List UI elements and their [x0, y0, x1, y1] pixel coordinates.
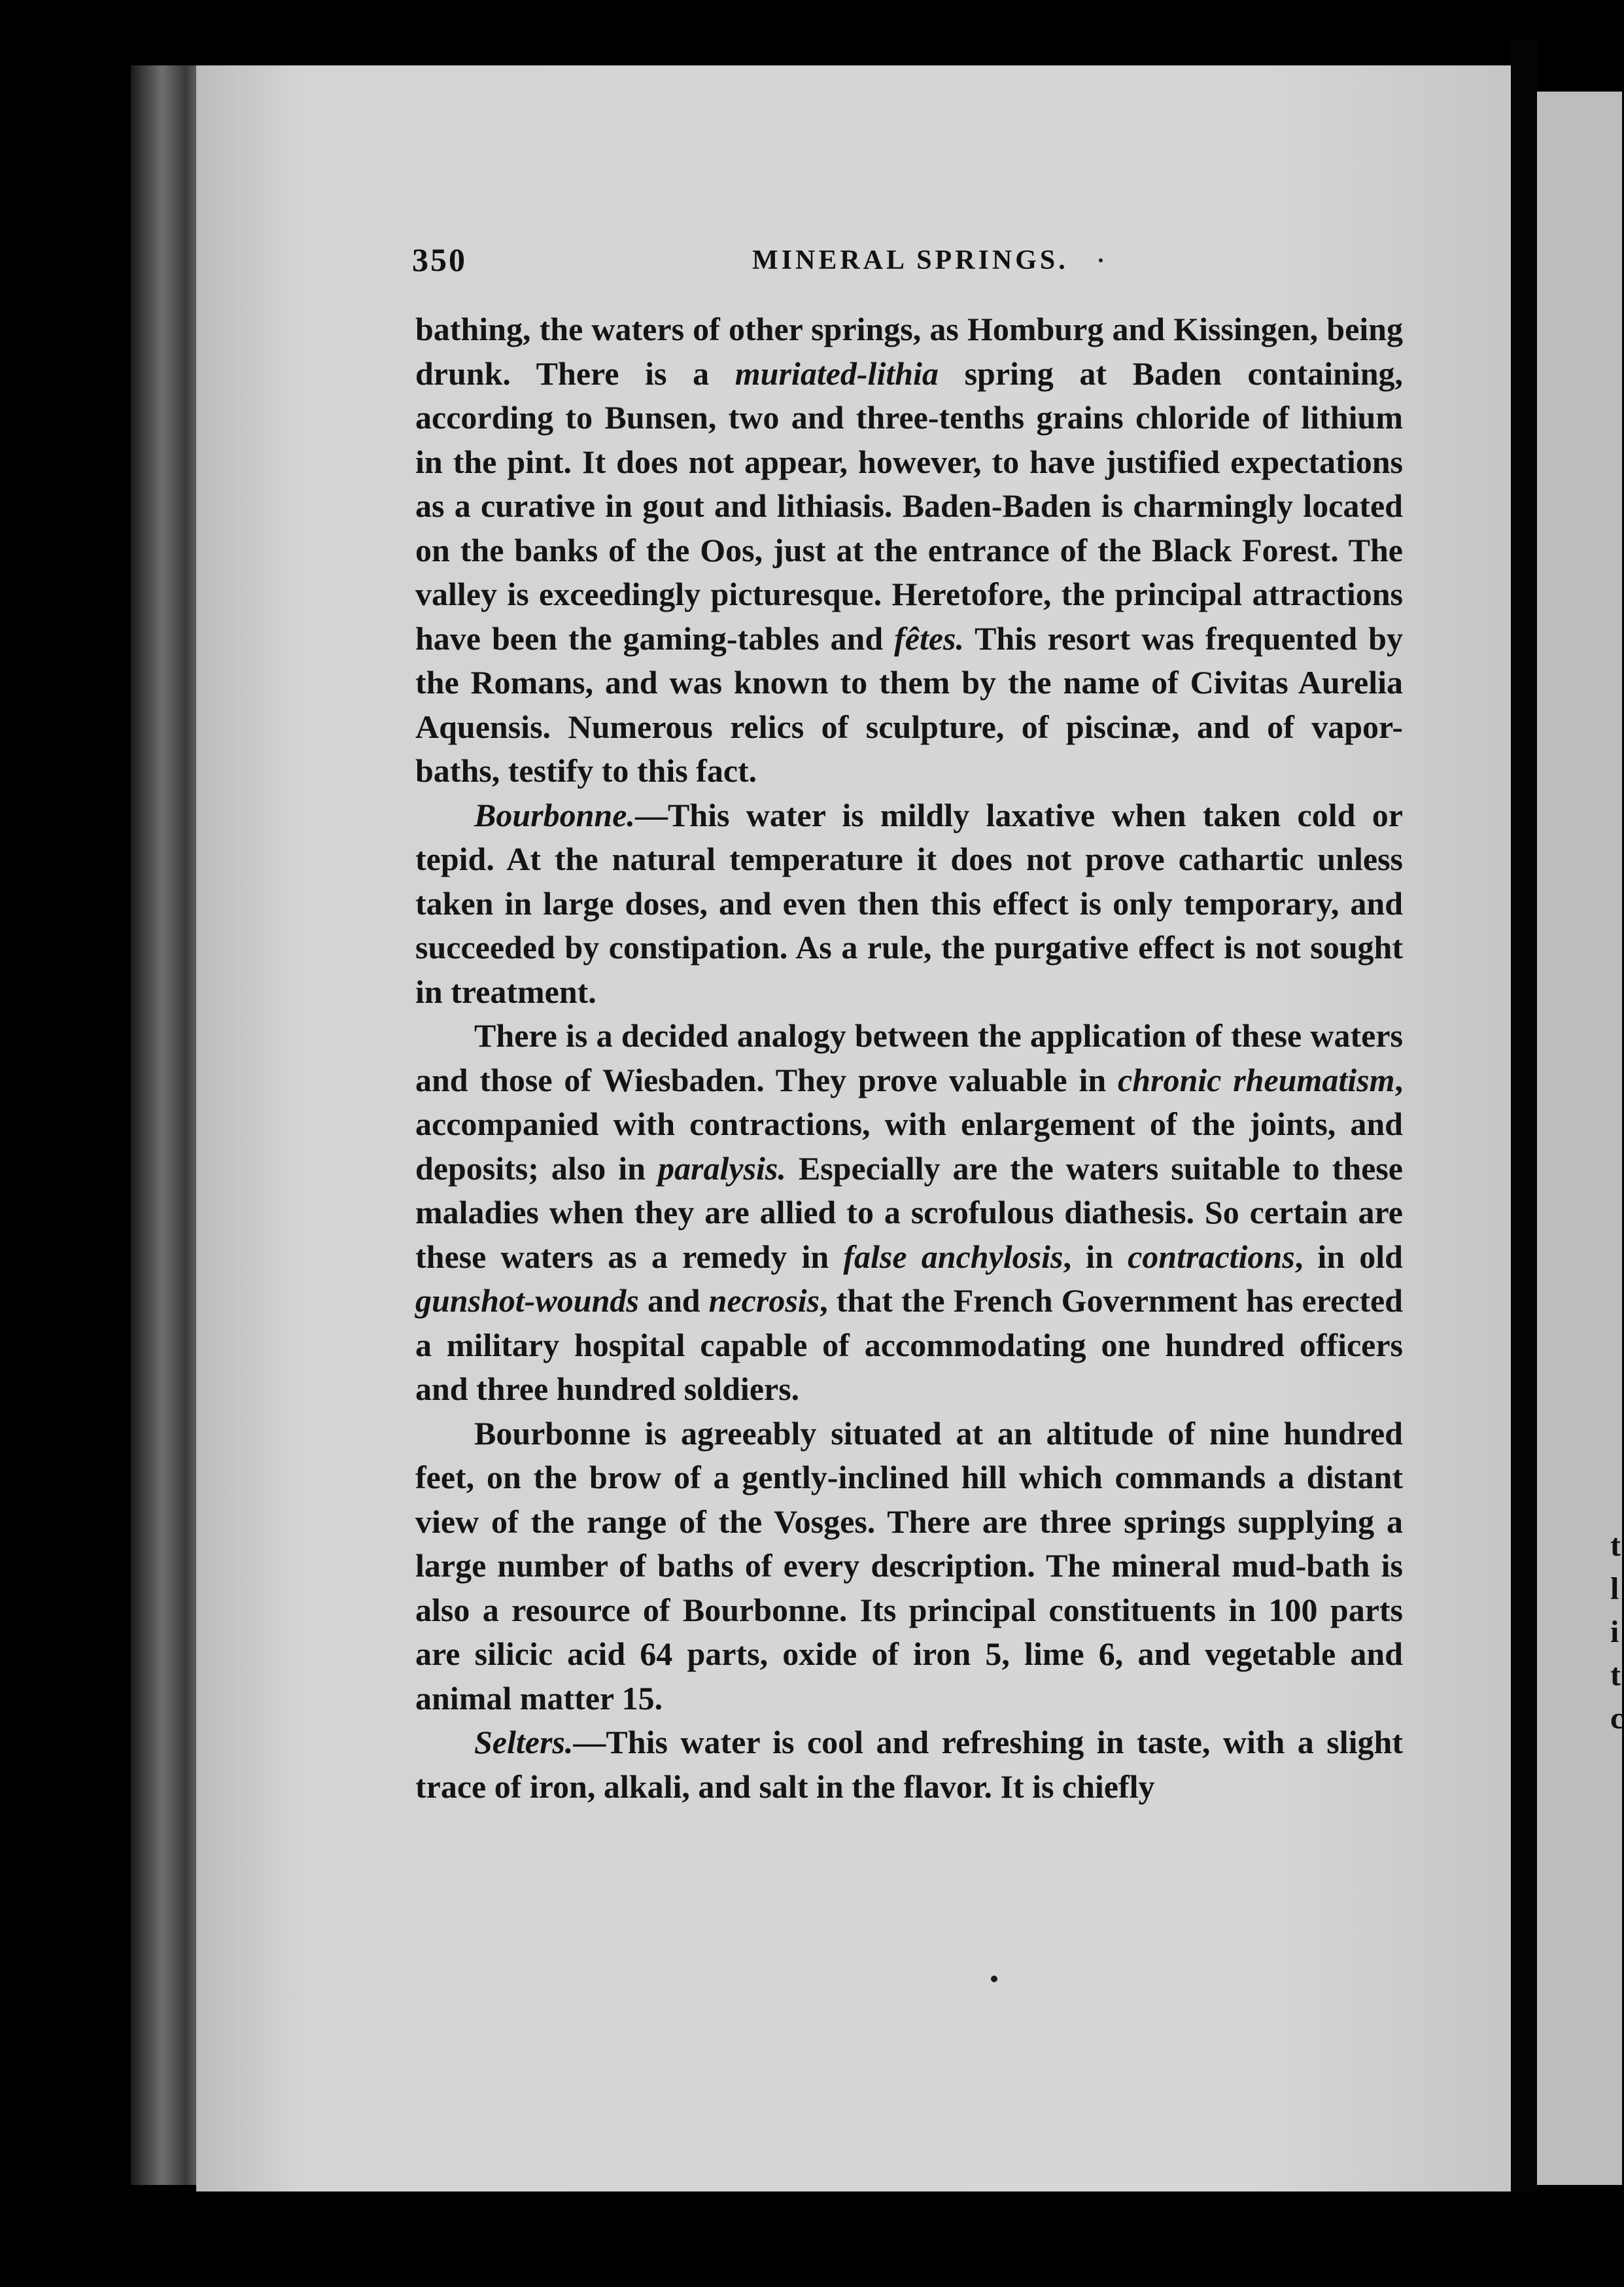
paragraph: [415, 1720, 1403, 1809]
facing-page-letter: c: [1610, 1701, 1624, 1736]
paragraph: [415, 1412, 1403, 1721]
text-run: —This water is cool and refreshing in taste, with a slight trace of iron, alkali, and salt in the flavor. It is chiefly: [415, 1724, 1403, 1805]
facing-page-fragment: [1537, 92, 1622, 2185]
italic-text: fêtes.: [894, 620, 964, 657]
body-text: [415, 307, 1403, 1809]
paragraph: [415, 307, 1403, 794]
text-run: , accompanied with contractions, with enlargement of the joints, and deposits; also in: [415, 1061, 1404, 1187]
text-run: bathing, the waters of other springs, as Homburg and Kissingen, being drunk. There is a: [415, 311, 1403, 392]
running-title: MINERAL SPRINGS.: [752, 245, 1069, 275]
italic-text: paralysis.: [658, 1149, 786, 1187]
text-run: and: [638, 1282, 709, 1319]
text-run: —This water is mildly laxative when taken cold or tepid. At the natural temperature it does not prove cathartic unless taken in large doses, and even then this effect is only temporary, and succeeded by constipation. As a rule, the purgative effect is not sought in treatment.: [415, 796, 1403, 1010]
page-number: 350: [412, 241, 467, 278]
italic-text: necrosis: [708, 1282, 820, 1319]
italic-text: Selters.: [474, 1724, 574, 1760]
paragraph: [415, 794, 1403, 1015]
text-run: Especially are the waters suitable to these maladies when they are allied to a scrofulous diathesis. So certain are these waters as a remedy in: [415, 1149, 1403, 1275]
facing-page-letter: t: [1610, 1658, 1621, 1692]
italic-text: gunshot-wounds: [415, 1282, 639, 1319]
italic-text: chronic rheumatism: [1118, 1061, 1395, 1098]
text-run: Bourbonne is agreeably situated at an altitude of nine hundred feet, on the brow of a gently-inclined hill which commands a distant view of the range of the Vosges. There are three springs supplying a large number of baths of every description. The mineral mud-bath is also a resource of Bourbonne. Its principal constituents in 100 parts are silicic acid 64 parts, oxide of iron 5, lime 6, and vegetable and animal matter 15.: [415, 1414, 1403, 1717]
facing-page-letter: i: [1610, 1615, 1619, 1649]
facing-page-letter: l: [1610, 1571, 1619, 1606]
print-speck: [1099, 258, 1103, 262]
italic-text: false anchylosis: [843, 1238, 1063, 1275]
facing-page-letters: [1610, 1524, 1624, 1740]
print-speck: [991, 1976, 997, 1982]
italic-text: muriated-lithia: [734, 355, 939, 392]
gutter-shadow: [1511, 39, 1537, 2191]
text-run: , in: [1063, 1238, 1128, 1275]
text-run: This resort was frequented by the Romans, and was known to them by the name of Civitas Aurelia Aquensis. Numerous relics of sculpture, of piscinæ, and of vapor-baths, testify to this fact.: [415, 620, 1403, 789]
text-run: , that the French Government has erected a military hospital capable of accommodating one hundred officers and three hundred soldiers.: [415, 1282, 1403, 1407]
facing-page-letter: t: [1610, 1528, 1621, 1563]
italic-text: Bourbonne.: [474, 796, 635, 833]
text-run: , in old: [1294, 1238, 1403, 1275]
text-run: There is a decided analogy between the application of these waters and those of Wiesbaden. They prove valuable in: [415, 1017, 1403, 1098]
paragraph: [415, 1014, 1403, 1412]
italic-text: contractions: [1128, 1238, 1295, 1275]
text-run: spring at Baden containing, according to Bunsen, two and three-tenths grains chloride of lithium in the pint. It does not appear, however, to have justified expectations as a curative in gout and lithiasis. Baden-Baden is charmingly located on the banks of the Oos, just at the entrance of the Black Forest. The valley is exceedingly picturesque. Heretofore, the principal attractions have been the gaming-tables and: [415, 355, 1404, 657]
